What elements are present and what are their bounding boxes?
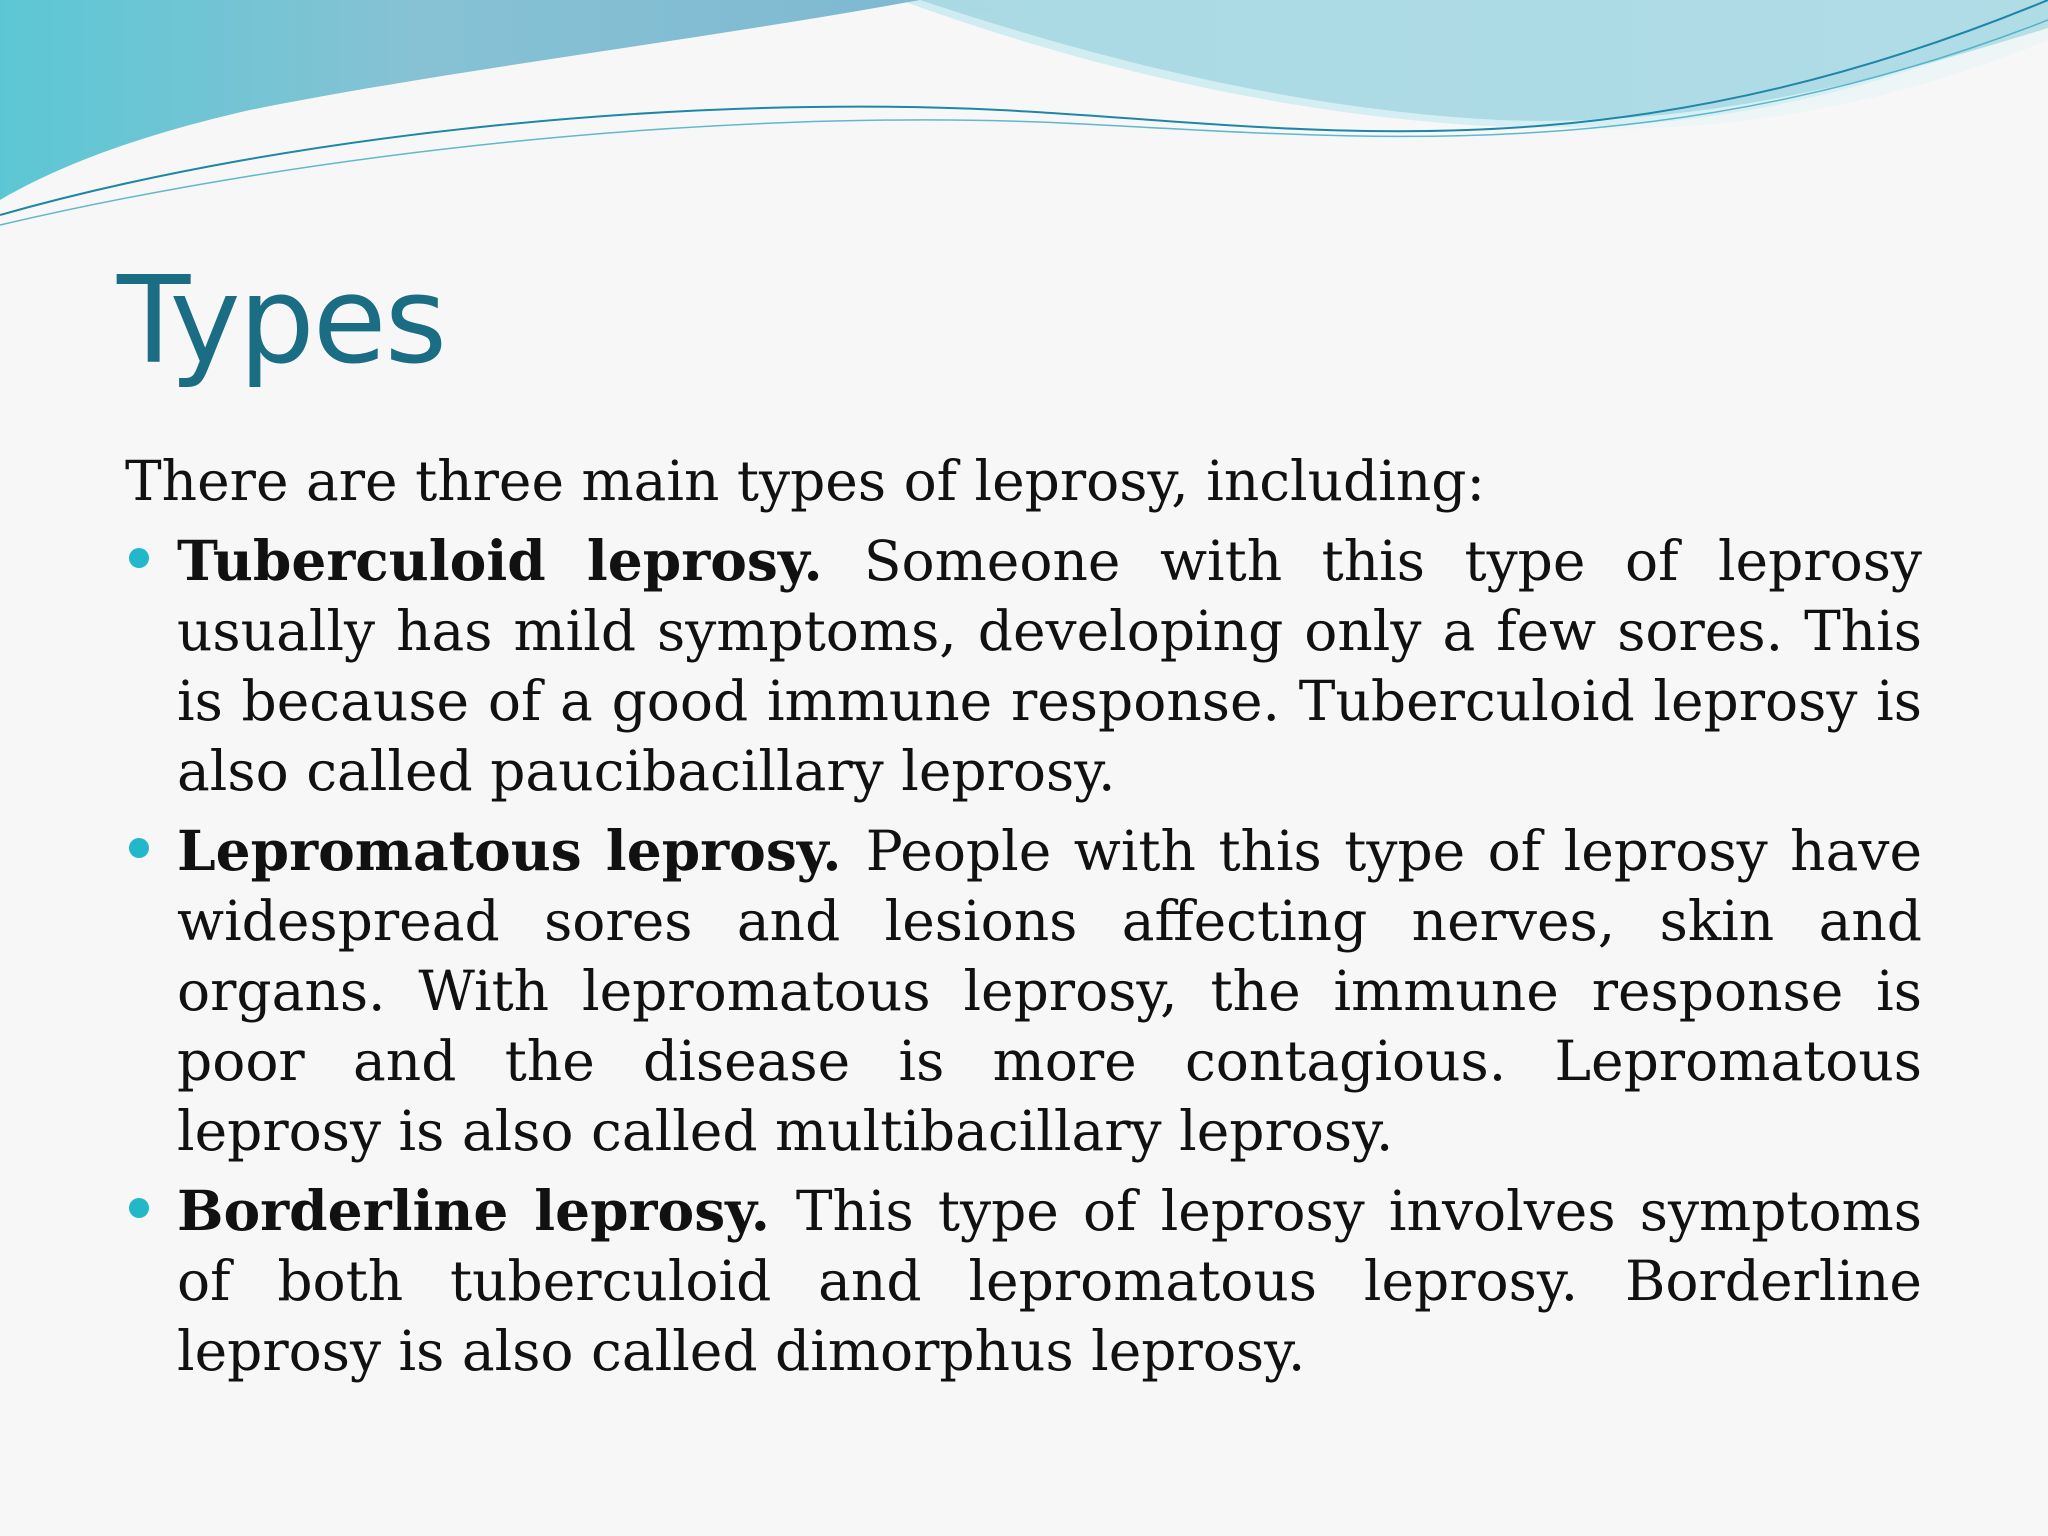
bullet-term: Lepromatous leprosy. <box>177 818 866 883</box>
bullet-text: Someone with this type of leprosy usually has mild symptoms, developing only a few sores. This is because of a good immune response. Tuberculoid leprosy is also called paucibacillary leprosy. <box>177 529 1922 803</box>
bullet-text: People with this type of leprosy have widespread sores and lesions affecting nerves, skin and organs. With lepromatous leprosy, the immune response is poor and the disease is more contagious. Lepromatous leprosy is also called multibacillary leprosy. <box>177 819 1923 1163</box>
intro-text: There are three main types of leprosy, including: <box>125 449 1486 513</box>
list-item <box>125 526 1922 806</box>
list-item <box>125 816 1922 1166</box>
bullet-term: Tuberculoid leprosy. <box>177 528 864 593</box>
bullet-text: This type of leprosy involves symptoms of both tuberculoid and lepromatous leprosy. Borderline leprosy is also called dimorphus leprosy. <box>177 1179 1922 1383</box>
bullet-dot-icon <box>129 548 149 568</box>
slide-body <box>125 446 1922 1396</box>
header-wave-decoration <box>0 0 2048 240</box>
list-item <box>125 1176 1922 1386</box>
bullet-list <box>125 526 1922 1386</box>
bullet-dot-icon <box>129 1198 149 1218</box>
bullet-term: Borderline leprosy. <box>177 1178 796 1243</box>
slide-title: Types <box>117 252 446 391</box>
bullet-dot-icon <box>129 838 149 858</box>
